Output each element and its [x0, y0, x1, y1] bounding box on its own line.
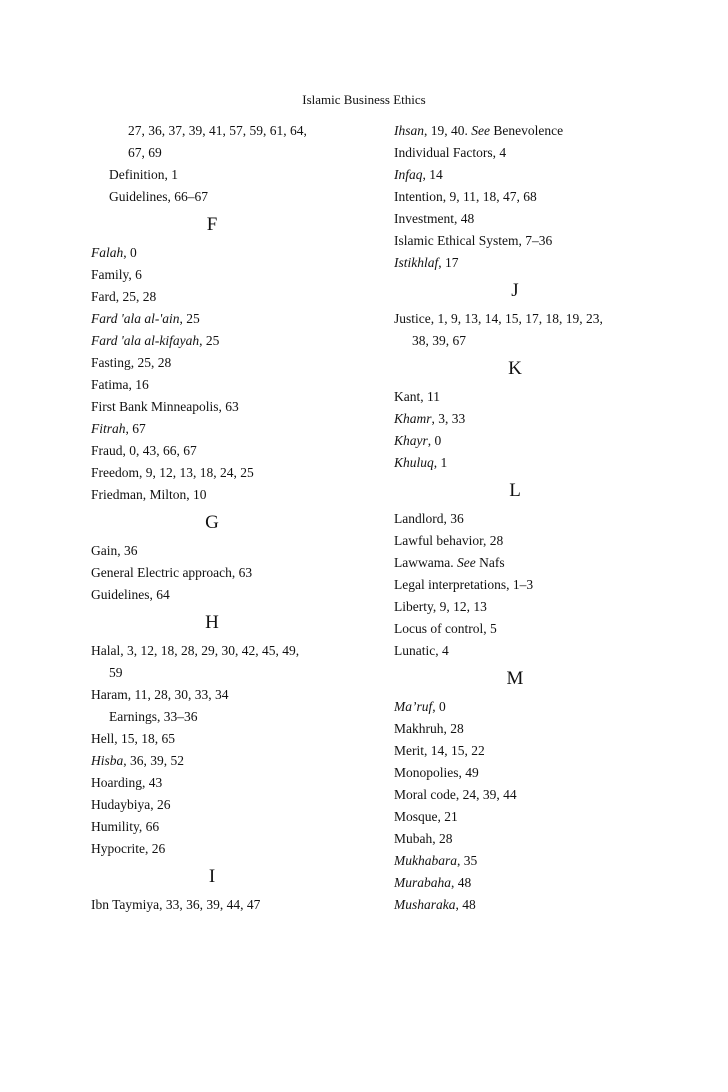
index-term-italic: Falah	[91, 245, 124, 260]
index-entry	[394, 894, 684, 916]
index-text: Intention, 9, 11, 18, 47, 68	[394, 189, 537, 204]
index-letter-heading: G	[205, 512, 219, 533]
index-letter-heading: L	[509, 480, 521, 501]
index-term-italic: Istikhlaf	[394, 255, 439, 270]
index-letter-heading: I	[208, 866, 216, 887]
index-text: Legal interpretations, 1–3	[394, 577, 534, 592]
index-entry-continuation	[91, 142, 381, 164]
index-entry	[394, 806, 684, 828]
index-column-left	[91, 120, 381, 916]
index-text: Fasting, 25, 28	[91, 355, 172, 370]
index-entry	[91, 462, 381, 484]
index-text: Monopolies, 49	[394, 765, 479, 780]
index-text: Justice, 1, 9, 13, 14, 15, 17, 18, 19, 23,	[394, 311, 603, 326]
index-text: Hell, 15, 18, 65	[91, 731, 175, 746]
index-term-italic: Fitrah	[91, 421, 126, 436]
index-entry	[394, 386, 684, 408]
index-text: Friedman, Milton, 10	[91, 487, 207, 502]
index-entry	[394, 530, 684, 552]
index-text: , 25	[199, 333, 220, 348]
index-term-italic: Khuluq	[394, 455, 434, 470]
index-entry	[394, 120, 684, 142]
index-text: Guidelines, 66–67	[109, 189, 208, 204]
index-text: Fard, 25, 28	[91, 289, 157, 304]
index-text: Fatima, 16	[91, 377, 149, 392]
index-text: Merit, 14, 15, 22	[394, 743, 485, 758]
running-header: Islamic Business Ethics	[302, 92, 426, 107]
index-text: Liberty, 9, 12, 13	[394, 599, 487, 614]
index-entry	[394, 618, 684, 640]
index-text: Earnings, 33–36	[109, 709, 198, 724]
index-text: , 48	[451, 875, 472, 890]
index-text: , 36, 39, 52	[123, 753, 185, 768]
index-letter-heading: F	[206, 214, 218, 235]
index-entry	[91, 484, 381, 506]
index-text: Locus of control, 5	[394, 621, 497, 636]
index-entry	[394, 208, 684, 230]
index-text: , 1	[433, 455, 448, 470]
index-text: Gain, 36	[91, 543, 138, 558]
index-text: Definition, 1	[109, 167, 178, 182]
index-entry	[91, 396, 381, 418]
index-term-italic: Musharaka	[394, 897, 456, 912]
index-text: 27, 36, 37, 39, 41, 57, 59, 61, 64,	[128, 123, 307, 138]
index-text: Hudaybiya, 26	[91, 797, 171, 812]
index-entry-continuation	[394, 330, 684, 352]
index-entry	[91, 352, 381, 374]
index-text: Hoarding, 43	[91, 775, 163, 790]
index-entry	[394, 784, 684, 806]
index-text: , 48	[455, 897, 476, 912]
index-term-italic: Ma’ruf	[394, 699, 433, 714]
index-text: General Electric approach, 63	[91, 565, 253, 580]
index-term-italic: See	[456, 555, 476, 570]
index-text: Haram, 11, 28, 30, 33, 34	[91, 687, 229, 702]
index-text: , 25	[179, 311, 200, 326]
index-column-right	[394, 120, 684, 916]
index-entry	[91, 286, 381, 308]
index-entry	[91, 562, 381, 584]
index-entry	[91, 640, 381, 662]
index-text: 59	[109, 665, 123, 680]
index-term-italic: Khayr	[394, 433, 428, 448]
index-entry	[394, 596, 684, 618]
index-entry	[394, 308, 684, 330]
index-subentry	[91, 706, 381, 728]
index-entry	[394, 740, 684, 762]
index-entry	[394, 142, 684, 164]
index-letter-heading: K	[508, 358, 522, 379]
index-entry	[91, 440, 381, 462]
index-entry	[394, 574, 684, 596]
index-entry	[394, 762, 684, 784]
index-text: Halal, 3, 12, 18, 28, 29, 30, 42, 45, 49,	[91, 643, 300, 658]
index-text: Moral code, 24, 39, 44	[394, 787, 517, 802]
index-term-italic: See	[471, 123, 490, 138]
index-entry	[394, 252, 684, 274]
index-term-italic: Ihsan	[394, 123, 424, 138]
index-entry	[91, 418, 381, 440]
index-text: Fraud, 0, 43, 66, 67	[91, 443, 197, 458]
index-entry-continuation	[91, 120, 381, 142]
index-text: , 67	[125, 421, 146, 436]
index-text: , 19, 40.	[424, 123, 472, 138]
index-text: Hypocrite, 26	[91, 841, 166, 856]
index-entry	[91, 772, 381, 794]
index-entry	[91, 264, 381, 286]
index-entry	[394, 164, 684, 186]
index-text: 67, 69	[128, 145, 162, 160]
index-entry	[91, 728, 381, 750]
index-text: Humility, 66	[91, 819, 160, 834]
index-text: Mubah, 28	[394, 831, 453, 846]
index-term-italic: Khamr	[394, 411, 432, 426]
index-entry	[91, 374, 381, 396]
index-text: Family, 6	[91, 267, 142, 282]
index-subentry	[91, 186, 381, 208]
index-text: Landlord, 36	[394, 511, 464, 526]
index-text: 38, 39, 67	[412, 333, 466, 348]
index-entry	[394, 230, 684, 252]
index-entry	[394, 718, 684, 740]
index-entry	[91, 330, 381, 352]
index-entry	[394, 408, 684, 430]
index-term-italic: Hisba	[91, 753, 124, 768]
index-letter-heading: H	[205, 612, 219, 633]
index-entry	[91, 838, 381, 860]
index-entry	[91, 816, 381, 838]
index-text: Kant, 11	[394, 389, 440, 404]
index-text: Benevolence	[489, 123, 564, 138]
index-entry	[394, 508, 684, 530]
index-text: , 3, 33	[431, 411, 466, 426]
index-entry	[91, 894, 381, 916]
index-entry	[91, 684, 381, 706]
index-entry	[91, 308, 381, 330]
index-text: , 35	[457, 853, 478, 868]
index-term-italic: Murabaha	[394, 875, 451, 890]
index-entry	[91, 540, 381, 562]
index-text: Lawful behavior, 28	[394, 533, 504, 548]
index-term-italic: Mukhabara	[394, 853, 457, 868]
index-entry	[91, 584, 381, 606]
index-text: , 0	[427, 433, 442, 448]
index-text: Makhruh, 28	[394, 721, 464, 736]
index-text: , 14	[422, 167, 443, 182]
index-text: Investment, 48	[394, 211, 475, 226]
index-text: Freedom, 9, 12, 13, 18, 24, 25	[91, 465, 254, 480]
index-entry	[91, 750, 381, 772]
index-entry	[394, 452, 684, 474]
index-entry	[91, 242, 381, 264]
index-text: Islamic Ethical System, 7–36	[394, 233, 553, 248]
index-term-italic: Fard 'ala al-kifayah	[91, 333, 200, 348]
index-entry	[394, 850, 684, 872]
index-text: Individual Factors, 4	[394, 145, 507, 160]
index-text: , 0	[123, 245, 137, 260]
index-entry	[394, 186, 684, 208]
index-text: Mosque, 21	[394, 809, 458, 824]
index-letter-heading: M	[506, 668, 524, 689]
index-entry	[91, 794, 381, 816]
index-letter-heading: J	[511, 280, 519, 301]
index-entry	[394, 640, 684, 662]
index-term-italic: Fard 'ala al-'ain	[91, 311, 180, 326]
index-text: , 17	[438, 255, 459, 270]
index-text: Nafs	[475, 555, 505, 570]
index-text: First Bank Minneapolis, 63	[91, 399, 239, 414]
index-entry	[394, 828, 684, 850]
index-subentry	[91, 164, 381, 186]
index-text: Lunatic, 4	[394, 643, 449, 658]
index-entry	[394, 430, 684, 452]
index-text: Guidelines, 64	[91, 587, 170, 602]
index-entry	[394, 552, 684, 574]
index-text: Lawwama.	[394, 555, 457, 570]
index-entry-continuation	[91, 662, 381, 684]
index-entry	[394, 872, 684, 894]
index-term-italic: Infaq	[394, 167, 423, 182]
index-entry	[394, 696, 684, 718]
index-text: , 0	[432, 699, 446, 714]
index-text: Ibn Taymiya, 33, 36, 39, 44, 47	[91, 897, 261, 912]
